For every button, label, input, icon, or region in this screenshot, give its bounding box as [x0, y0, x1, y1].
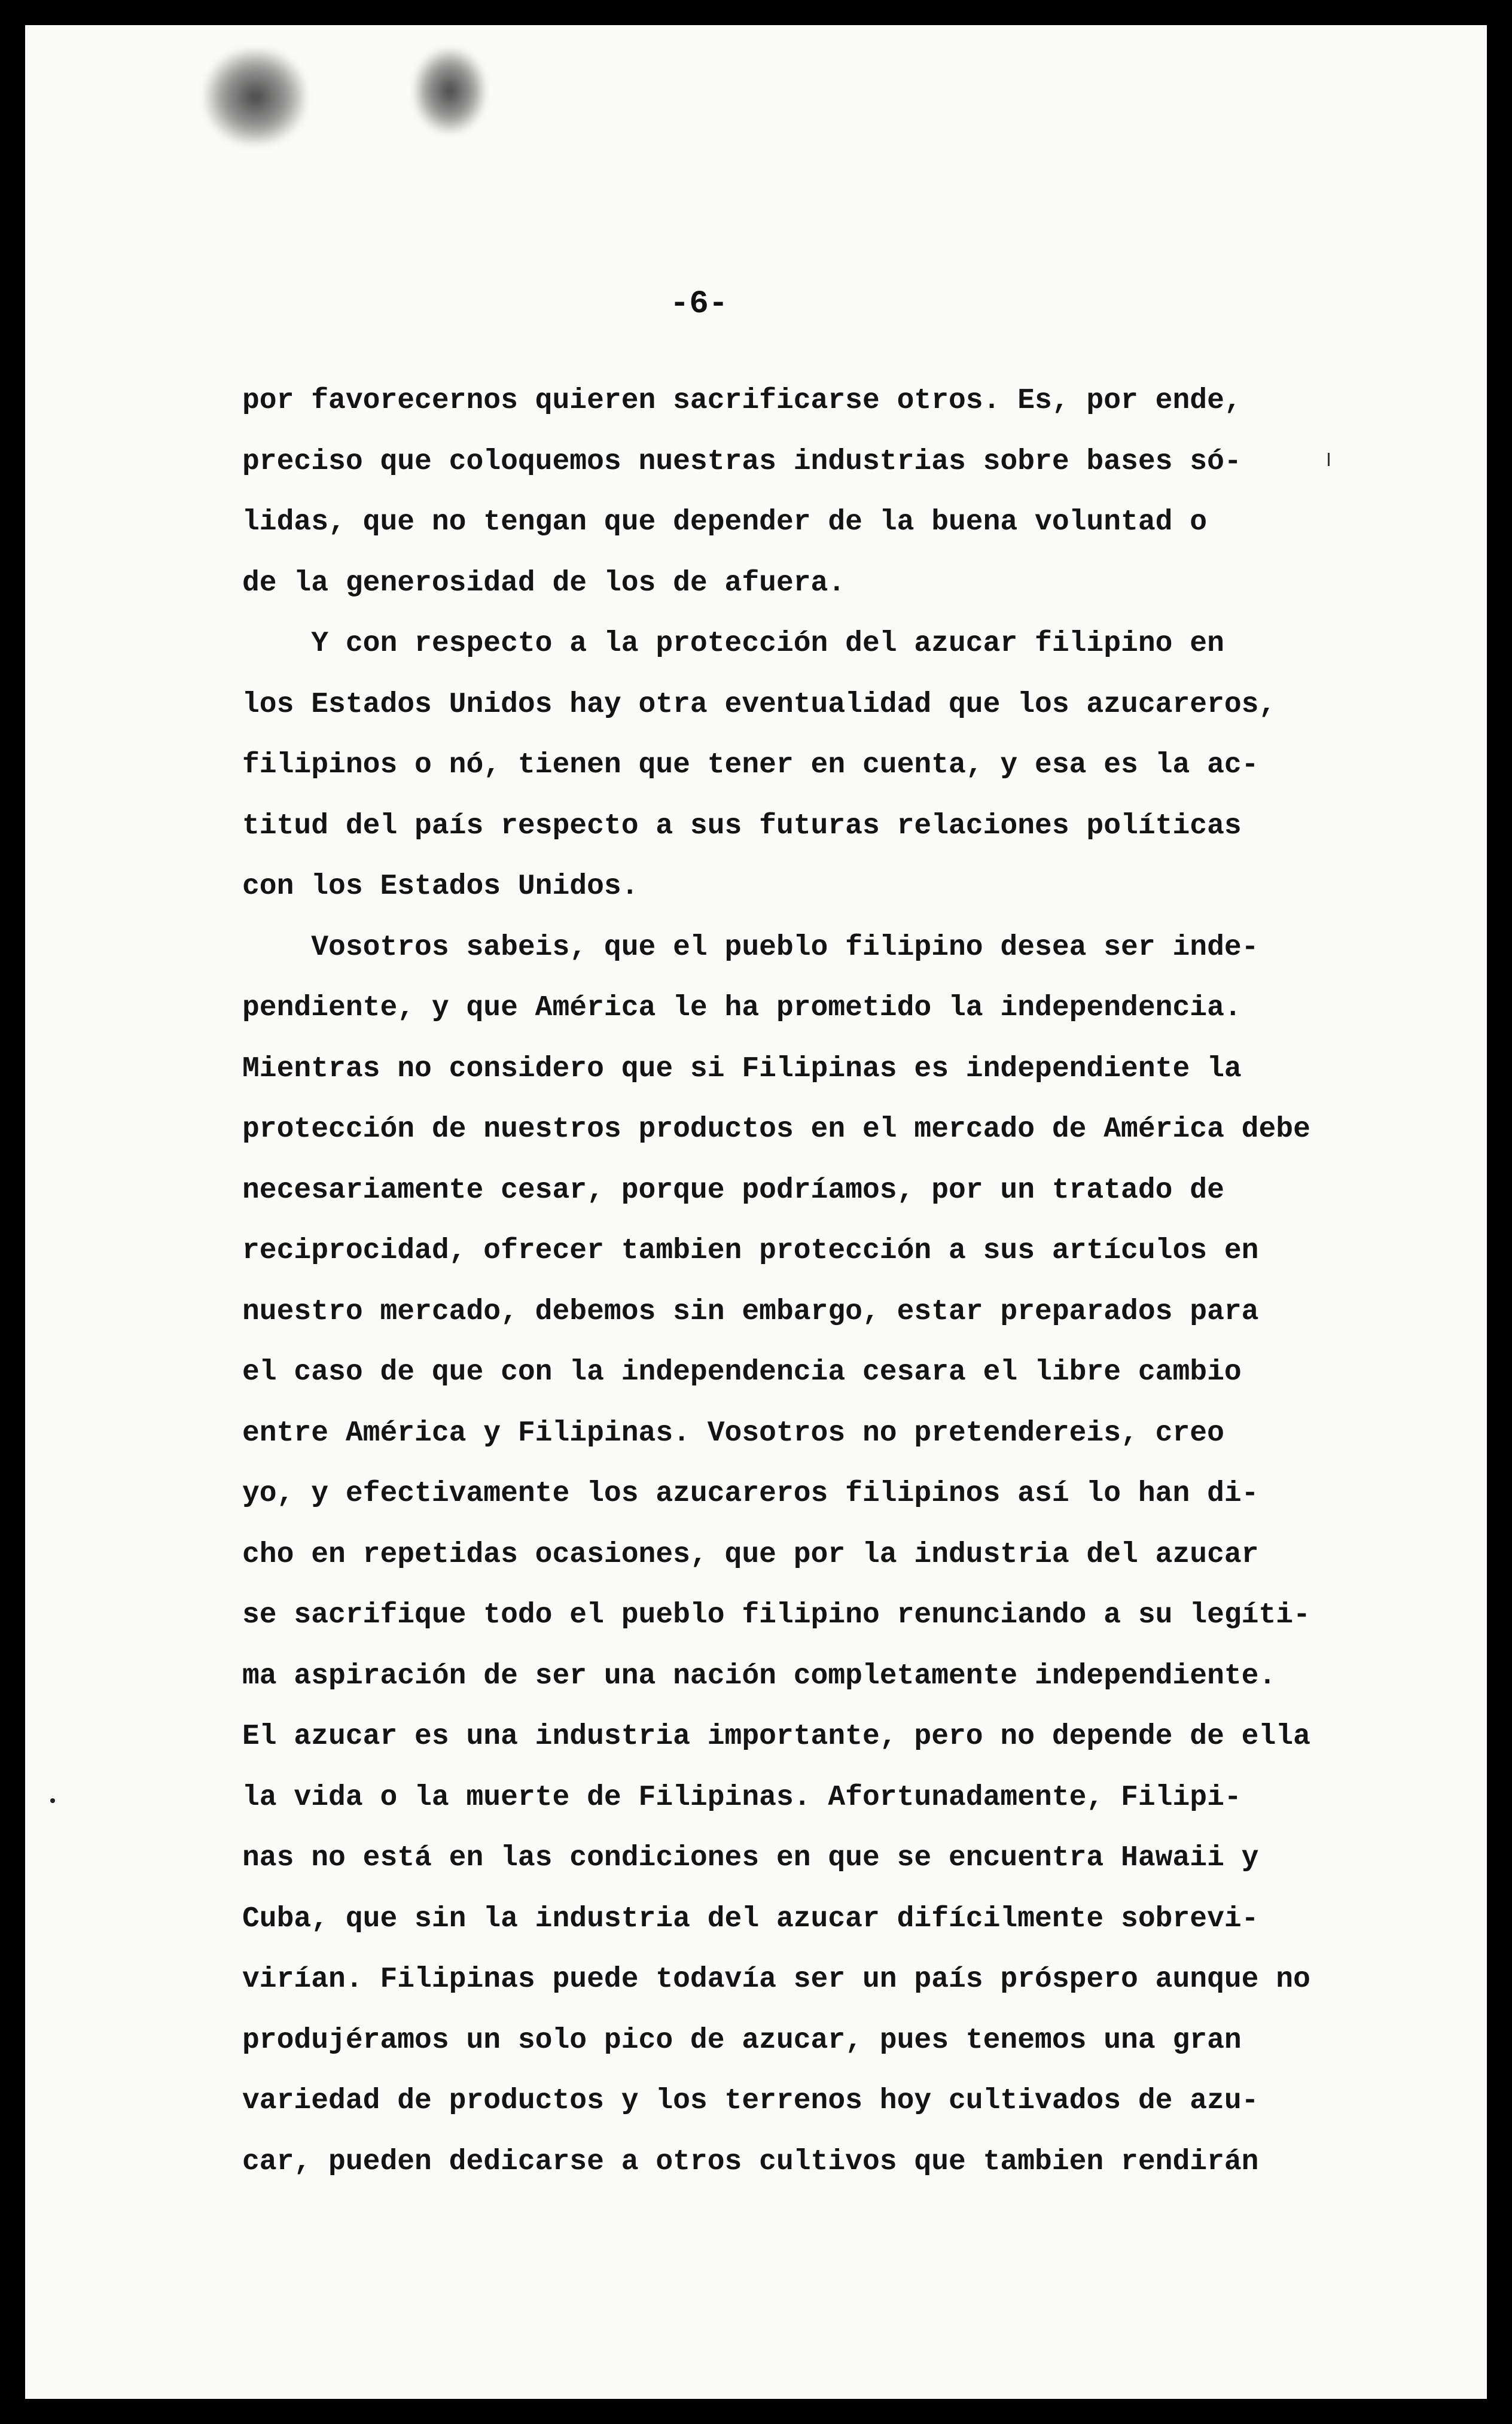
text-line: cho en repetidas ocasiones, que por la industria del azucar [242, 1538, 1259, 1571]
text-line: la vida o la muerte de Filipinas. Afortunadamente, Filipi- [242, 1781, 1242, 1814]
text-line: variedad de productos y los terrenos hoy cultivados de azu- [242, 2085, 1259, 2117]
page-number: -6- [670, 286, 728, 322]
text-line: filipinos o nó, tienen que tener en cuenta, y esa es la ac- [242, 749, 1259, 781]
text-line: produjéramos un solo pico de azucar, pues tenemos una gran [242, 2024, 1242, 2057]
text-line: yo, y efectivamente los azucareros filipinos así lo han di- [242, 1478, 1259, 1510]
text-line: de la generosidad de los de afuera. [242, 567, 846, 599]
text-line: nuestro mercado, debemos sin embargo, estar preparados para [242, 1295, 1259, 1328]
text-line: entre América y Filipinas. Vosotros no pretendereis, creo [242, 1417, 1224, 1449]
ink-smudge [414, 49, 486, 133]
text-line: reciprocidad, ofrecer tambien protección a sus artículos en [242, 1235, 1259, 1267]
text-line: necesariamente cesar, porque podríamos, por un tratado de [242, 1174, 1224, 1207]
text-line: por favorecernos quieren sacrificarse otros. Es, por ende, [242, 385, 1242, 417]
ink-smudge [205, 49, 306, 145]
body-text [242, 371, 1343, 2192]
text-line: pendiente, y que América le ha prometido la independencia. [242, 992, 1242, 1024]
text-line: el caso de que con la independencia cesara el libre cambio [242, 1356, 1242, 1388]
text-line: El azucar es una industria importante, pero no depende de ella [242, 1720, 1310, 1753]
text-line: con los Estados Unidos. [242, 870, 639, 903]
text-line: ma aspiración de ser una nación completamente independiente. [242, 1659, 1276, 1692]
text-line: Y con respecto a la protección del azucar filipino en [242, 628, 1224, 660]
text-line: preciso que coloquemos nuestras industrias sobre bases só- [242, 445, 1242, 478]
text-line: Mientras no considero que si Filipinas es independiente la [242, 1052, 1242, 1085]
text-line: lidas, que no tengan que depender de la buena voluntad o [242, 506, 1208, 538]
text-line: car, pueden dedicarse a otros cultivos que tambien rendirán [242, 2145, 1259, 2178]
text-line: Vosotros sabeis, que el pueblo filipino desea ser inde- [242, 931, 1259, 964]
text-line: los Estados Unidos hay otra eventualidad que los azucareros, [242, 688, 1276, 721]
text-line: nas no está en las condiciones en que se encuentra Hawaii y [242, 1842, 1259, 1874]
text-line: Cuba, que sin la industria del azucar difícilmente sobrevi- [242, 1902, 1259, 1935]
text-line: se sacrifique todo el pueblo filipino renunciando a su legíti- [242, 1599, 1310, 1631]
text-line: virían. Filipinas puede todavía ser un país próspero aunque no [242, 1963, 1310, 1996]
text-line: titud del país respecto a sus futuras relaciones políticas [242, 809, 1242, 842]
text-line: protección de nuestros productos en el mercado de América debe [242, 1113, 1310, 1146]
margin-dot [50, 1798, 55, 1803]
